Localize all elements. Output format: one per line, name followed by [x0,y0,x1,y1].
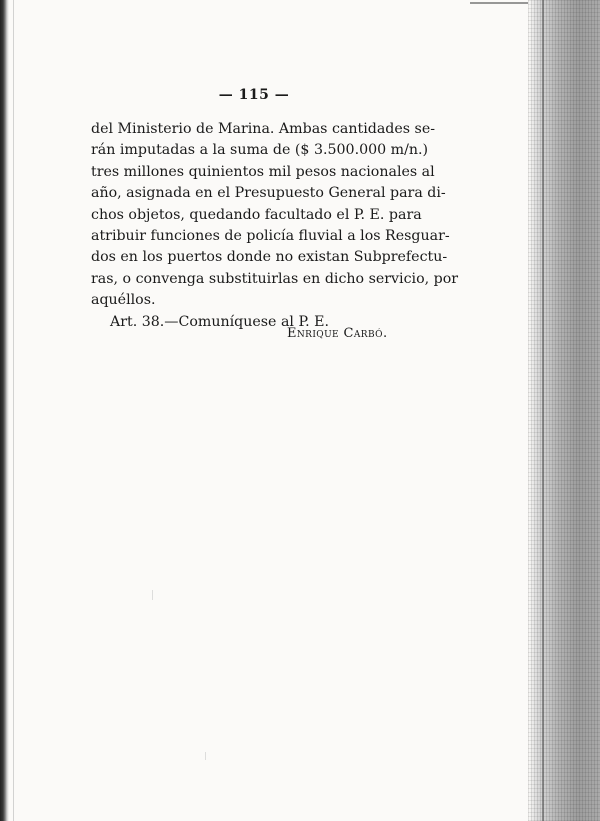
text-line: rán imputadas a la suma de ($ 3.500.000 m/n.) [91,142,429,159]
text-line: chos objetos, quedando facultado el P. E. para [91,206,422,223]
page-left-fold-line [13,0,14,821]
page-right-edge-line [542,0,544,821]
body-text [91,119,459,333]
page-right-scan-noise [528,0,600,821]
text-line: tres millones quinientos mil pesos nacionales al [91,163,435,180]
top-edge-mark [470,2,532,4]
page-number: — 115 — [218,87,290,103]
text-line: año, asignada en el Presupuesto General para di- [91,185,446,202]
text-line: aquéllos. [91,292,156,309]
scan-speck [205,752,206,760]
scan-speck [152,590,153,600]
text-line: dos en los puertos donde no existan Subprefectu- [91,249,448,266]
article-line: Art. 38.—Comuníquese al P. E. [110,313,330,330]
page-left-binding-shadow [0,0,9,821]
text-line: del Ministerio de Marina. Ambas cantidades se- [91,121,436,137]
text-line: atribuir funciones de policía fluvial a los Resguar- [91,228,450,245]
signature: Enrique Carbó. [287,326,388,341]
text-line: ras, o convenga substituirlas en dicho servicio, por [91,270,459,287]
